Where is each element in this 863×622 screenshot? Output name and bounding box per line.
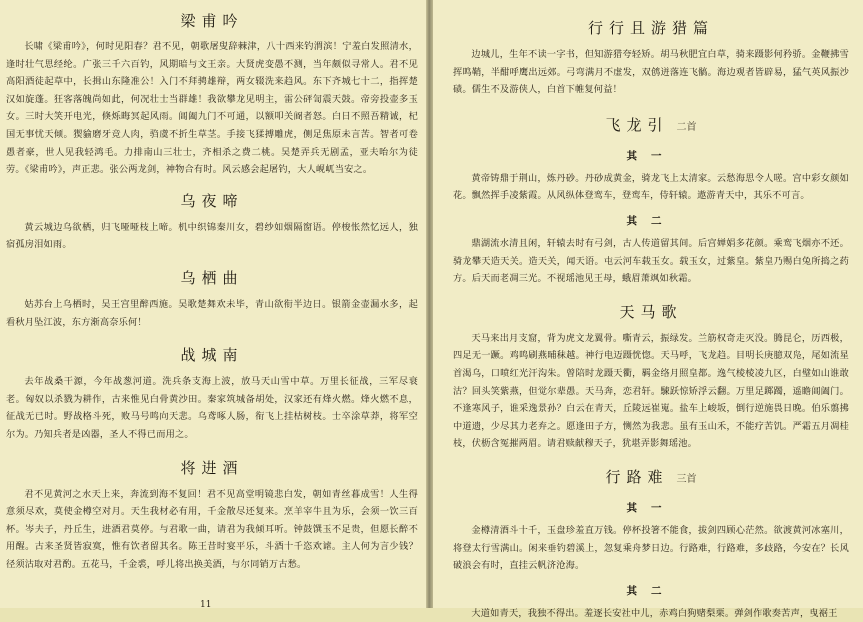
poem-text: 鼎湖流水清且闲，轩辕去时有弓剑，古人传道留其间。后宫婵娟多花颜。乘鸾飞烟亦不还。骑龙攀天造天关。造天关，闻天语。屯云河车载玉女。载玉女，过紫皇。紫皇乃赐白兔所捣之药方。后天而老凋三光。不视瑶池见王母，蛾眉萧飒如秋霜。: [453, 237, 849, 285]
page-number: 11: [200, 600, 212, 610]
poem-title-text: 行路难: [605, 467, 669, 486]
poem-title-text: 行行且游猎篇: [587, 19, 714, 37]
book-gutter: [426, 0, 433, 608]
section-label: 其一: [626, 501, 676, 514]
poem-title: [453, 467, 849, 490]
poem-text: 天马来出月支窟，背为虎文龙翼骨。嘶青云，振绿发。兰筋权奇走灭没。腾昆仑，历西极，四足无一蹶。鸡鸣刷燕晡秣越。神行电迈蹑恍惚。天马呼，飞龙趋。目明长庚臆双凫，尾如流星首渴乌，口喷红光汗沟朱。曾陪时龙蹑天衢，羁金络月照皇都。逸气棱棱凌九区，白璧如山谁敢沽？回头笑紫燕，但觉尔辈愚。天马奔，恋君轩。駷跃惊矫浮云翻。万里足踯躅，遥瞻阊阖门。不逢寒风子，谁采逸景孙？白云在青天，丘陵远崔嵬。盐车上峻坂，倒行逆施畏日晚。伯乐翦拂中道遗，少尽其力老弃之。愿逢田子方，恻然为我悲。虽有玉山禾，不能疗苦饥。严霜五月凋桂枝，伏枥含冤摧两眉。请君赎献穆天子，犹堪弄影舞瑶池。: [453, 332, 849, 450]
poem-title-text: 飞龙引: [605, 115, 669, 134]
poem-text: 姑苏台上乌栖时，吴王宫里醉西施。吴歌楚舞欢未毕，青山欲衔半边日。银箭金壶漏水多，起看秋月坠江波，东方渐高奈乐何！: [6, 298, 418, 328]
poem-title-text: 天马歌: [619, 302, 683, 321]
left-page: [0, 0, 426, 608]
poem-count: 三首: [676, 473, 697, 485]
poem-wuyeti: [6, 191, 418, 254]
poem-xingluna: [453, 467, 849, 622]
section-label: 其一: [626, 149, 676, 162]
poem-text: 黄云城边乌欲栖，归飞哑哑枝上啼。机中织锦秦川女，碧纱如烟隔窗语。停梭怅然忆远人，独宿孤房泪如雨。: [6, 221, 418, 251]
poem-tianmage: [453, 302, 849, 453]
poem-text: 金樽清酒斗十千，玉盘珍羞直万钱。停杯投箸不能食，拔剑四顾心茫然。欲渡黄河冰塞川，将登太行雪满山。闲来垂钓碧溪上，忽复乘舟梦日边。行路难，行路难，多歧路，今安在？长风破浪会有时，直挂云帆济沧海。: [453, 524, 849, 572]
poem-xingxingqieyouliepian: [453, 18, 849, 99]
poem-title: 乌夜啼: [180, 191, 244, 210]
section-label: 其二: [626, 584, 676, 597]
poem-text: 边城儿，生年不读一字书，但知游猎夸轻矫。胡马秋肥宜白草，骑来蹑影何矜骄。金鞭拂雪挥鸣鞘，半酣呼鹰出远郊。弓弯满月不虚发，双鸧迸落连飞髇。海边观者皆辟易，猛气英风振沙碛。儒生不及游侠人，白首下帷复何益！: [453, 49, 849, 96]
poem-feilongyin: [453, 115, 849, 288]
poem-title: [453, 302, 849, 322]
poem-text: 长啸《梁甫吟》，何时见阳春？君不见，朝歌屠叟辞棘津，八十西来钓渭滨！宁羞白发照清水，逢时壮气思经纶。广张三千六百钓，风期暗与文王亲。大贤虎变愚不测，当年颇似寻常人。君不见高阳酒徒起草中，长揖山东隆准公！入门不拜骋雄辩，两女辍洗来趋风。东下齐城七十二，指挥楚汉如旋蓬。狂客落魄尚如此，何况壮士当群雄！我欲攀龙见明主，雷公砰訇震天鼓。帝旁投壶多玉女。三时大笑开电光，倏烁晦冥起风雨。阊阖九门不可通，以额叩关阍者怒。白日不照吾精诚，杞国无事忧天倾。猰貐磨牙竞人肉，驺虞不折生草茎。手接飞猱搏雕虎，侧足焦原未言苦。智者可卷愚者豪，世人见我轻鸿毛。力排南山三壮士，齐相杀之费二桃。吴楚弄兵无剧孟，亚夫咍尔为徒劳。《梁甫吟》，声正悲。张公两龙剑，神物合有时。风云感会起屠钓，大人岘屼当安之。: [6, 41, 418, 176]
poem-title: [453, 115, 849, 138]
poem-count: 二首: [676, 121, 697, 133]
poem-liangfuyin: [6, 11, 418, 179]
poem-title: 战城南: [180, 346, 244, 365]
poem-text: 黄帝铸鼎于荆山，炼丹砂。丹砂成黄金，骑龙飞上太清家。云愁海思令人嗟。宫中彩女颜如花。飘然挥手凌紫霞。从风纵体登鸾车，登鸾车，侍轩辕。遨游青天中，其乐不可言。: [453, 172, 849, 202]
poem-title: 乌栖曲: [180, 268, 244, 287]
poem-text: 大道如青天，我独不得出。羞逐长安社中儿，赤鸡白狗赌梨栗。弹剑作歌奏苦声，曳裾王: [471, 607, 838, 619]
poem-wuqiqu: [6, 268, 418, 331]
poem-text: 去年战桑干源，今年战葱河道。洗兵条支海上波，放马天山雪中草。万里长征战，三军尽衰老。匈奴以杀戮为耕作，古来惟见白骨黄沙田。秦家筑城备胡处，汉家还有烽火燃。烽火燃不息，征战无已时。野战格斗死，败马号鸣向天悲。乌鸢啄人肠，衔飞上挂枯树枝。士卒涂草莽，将军空尔为。乃知兵者是凶器，圣人不得已而用之。: [6, 376, 418, 440]
section-label: 其二: [626, 214, 676, 227]
poem-title: 将进酒: [180, 458, 244, 477]
poem-text: 君不见黄河之水天上来，奔流到海不复回！君不见高堂明镜悲白发，朝如青丝暮成雪！人生得意须尽欢，莫使金樽空对月。天生我材必有用，千金散尽还复来。烹羊宰牛且为乐，会须一饮三百杯。岑夫子，丹丘生，进酒君莫停。与君歌一曲，请君为我倾耳听。钟鼓馔玉不足贵，但愿长醉不用醒。古来圣贤皆寂寞，惟有饮者留其名。陈王昔时宴平乐，斗酒十千恣欢谑。主人何为言少钱？径须沽取对君酌。五花马，千金裘，呼儿将出换美酒，与尔同销万古愁。: [6, 488, 418, 570]
right-page: [433, 0, 863, 619]
poem-title: 梁甫吟: [180, 12, 244, 30]
poem-jiangjinjiu: [6, 458, 418, 574]
poem-title: [453, 18, 849, 38]
poem-zhanchengnan: [6, 345, 418, 443]
